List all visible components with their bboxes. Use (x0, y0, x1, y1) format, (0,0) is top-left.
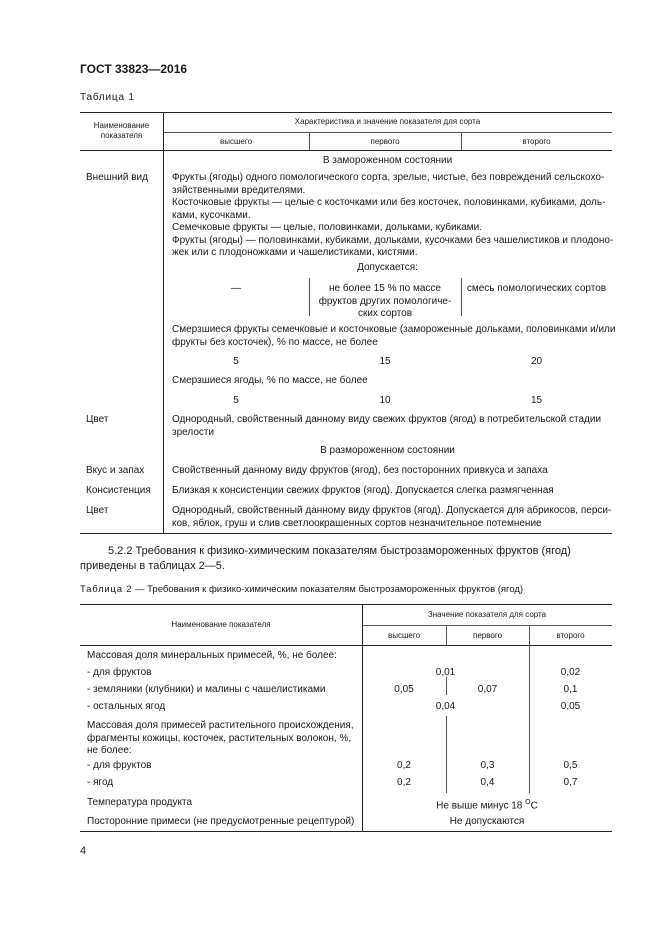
table1-color-thawed-line: Однородный, свойственный данному виду фруктов (ягод). Допускается для абрикосов, перси- (172, 505, 612, 516)
table2-fruits-second: 0,02 (560, 667, 581, 678)
table2-plant-line: не более: (87, 745, 132, 756)
table1-header-group: Характеристика и значение показателя для сорта (294, 117, 481, 126)
document-header: ГОСТ 33823—2016 (80, 62, 188, 76)
table2-header-name: Наименование показателя (171, 620, 271, 629)
table2-caption-text: — Требования к физико-химическим показателям быстрозамороженных фруктов (ягод) (132, 584, 524, 595)
table2-plant-berries-first: 0,4 (480, 777, 495, 788)
table1-appearance-line: ками, кусочками. (172, 209, 251, 221)
table2-strawberry-second: 0,1 (563, 684, 578, 695)
table1-stuck-berries-highest: 5 (233, 395, 239, 406)
table1-taste-label: Вкус и запах (86, 465, 145, 476)
table1-appearance-label: Внешний вид (86, 172, 148, 183)
table1-stuck-fruits-line: фрукты без косточек), % по массе, не более (172, 336, 378, 348)
table2-plant-fruits-first: 0,3 (480, 760, 495, 771)
table1-stuck-fruits-line: Смерзшиеся фрукты семечковые и косточковые (замороженные дольками, половинками и/или (172, 324, 616, 335)
table1-header-grade-second: второго (522, 137, 551, 146)
table2-foreign-label: Посторонние примеси (не предусмотренные рецептурой) (87, 816, 355, 827)
table1-appearance-line: зяйственными вредителями. (172, 184, 306, 196)
table2-plant-berries-label: - ягод (87, 777, 114, 788)
table2-fruits-label: - для фруктов (87, 667, 152, 678)
table2-foreign-value: Не допускаются (449, 816, 525, 827)
table2-caption (80, 584, 523, 595)
table1-caption: Таблица 1 (80, 92, 135, 103)
table2-mineral-label: Массовая доля минеральных примесей, %, не более: (87, 650, 337, 661)
table2-strawberry-first: 0,07 (477, 684, 498, 695)
table2-temperature-value (362, 797, 612, 813)
table2-other-berries-label: - остальных ягод (87, 701, 166, 712)
table2-plant-berries-highest: 0,2 (397, 777, 411, 788)
table1-header-grade-first: первого (370, 137, 400, 146)
table2-other-berries-highest-first: 0,04 (435, 701, 456, 712)
table2-header-grade-first: первого (472, 631, 503, 640)
table1-color-thawed-label: Цвет (86, 505, 109, 516)
table1-allowed-second: смесь помологических сортов (466, 283, 607, 294)
table2-header-grade-highest: высшего (387, 631, 421, 640)
table2-fruits-highest-first: 0,01 (435, 667, 456, 678)
table1-taste-value: Свойственный данному виду фруктов (ягод), без посторонних привкуса и запаха (172, 465, 548, 476)
table2-plant-fruits-label: - для фруктов (87, 760, 152, 771)
table2-plant-line: Массовая доля примесей растительного происхождения, (87, 720, 354, 731)
table1-allowed-first: не более 15 % по массе (329, 283, 441, 294)
table1-appearance-line: Фрукты (ягоды) — половинками, кубиками, дольками, кусочками без чашелистиков и плодоно- (172, 234, 614, 246)
table1-appearance-line: жек или с плодоножками и чашелистиками, кистями. (172, 247, 418, 258)
table1-allowed-first: фруктов других помологиче- (318, 295, 452, 307)
table1-allowed-label: Допускается: (357, 262, 418, 273)
paragraph-5-2-2: 5.2.2 Требования к физико-химическим показателям быстрозамороженных фруктов (ягод) приведены в таблицах 2—5. (80, 545, 571, 572)
table1-stuck-berries-first: 10 (379, 395, 391, 406)
table2-plant-fruits-highest: 0,2 (397, 760, 411, 771)
table1-color-label: Цвет (86, 414, 109, 425)
table1-color-thawed-line: ков, яблок, груш и слив светлоокрашенных сортов незначительное потемнение (172, 517, 542, 529)
table1-color-line: зрелости (172, 426, 215, 438)
table1-appearance-line: Семечковые фрукты — целые, половинками, дольками, кубиками. (172, 222, 483, 233)
table1-stuck-berries-second: 15 (530, 395, 543, 406)
table1-section-thawed: В размороженном состоянии (320, 445, 455, 456)
table1-stuck-berries-label: Смерзшиеся ягоды, % по массе, не более (172, 375, 368, 386)
table2-temperature-label: Температура продукта (87, 797, 193, 808)
table1-header-grade-highest: высшего (219, 137, 253, 146)
table2-temperature-unit: C (530, 800, 538, 812)
table1-color-line: Однородный, свойственный данному виду свежих фруктов (ягод) в потребительской стадии (172, 414, 602, 425)
table1-allowed-highest: — (231, 283, 241, 294)
table2-strawberry-highest: 0,05 (394, 684, 414, 695)
table1-stuck-fruits-first: 15 (379, 356, 391, 367)
table2-temperature-degree: O (525, 799, 531, 806)
table2-temperature-text: Не выше минус 18 (436, 800, 523, 812)
table1-appearance-line: Фрукты (ягоды) одного помологического сорта, зрелые, чистые, без повреждений сельскохо- (172, 172, 605, 183)
table2-other-berries-second: 0,05 (560, 701, 581, 712)
table1-consistency-label: Консистенция (86, 485, 151, 496)
table2-plant-berries-second: 0,7 (563, 777, 578, 788)
table2-plant-fruits-second: 0,5 (563, 760, 578, 771)
table2-header-group: Значение показателя для сорта (427, 610, 547, 619)
table2-plant-line: фрагменты кожицы, косточек, растительных волокон, %, (87, 732, 352, 744)
table2-header-grade-second: второго (556, 631, 585, 640)
table2-caption-label: Таблица 2 (80, 584, 133, 595)
table1-allowed-first: ских сортов (357, 308, 413, 319)
table1-stuck-fruits-second: 20 (530, 356, 543, 367)
page-number: 4 (80, 845, 87, 857)
table2-strawberry-label: - земляники (клубники) и малины с чашелистиками (87, 684, 326, 695)
table1-stuck-fruits-highest: 5 (233, 356, 239, 367)
table1-header-name: Наименование показателя (93, 121, 150, 140)
table1-section-frozen: В замороженном состоянии (322, 155, 453, 166)
table1-consistency-value: Близкая к консистенции свежих фруктов (ягод). Допускается слегка размягченная (172, 485, 554, 496)
table1-appearance-line: Косточковые фрукты — целые с косточками или без косточек, половинками, кубиками, доль- (172, 197, 606, 208)
